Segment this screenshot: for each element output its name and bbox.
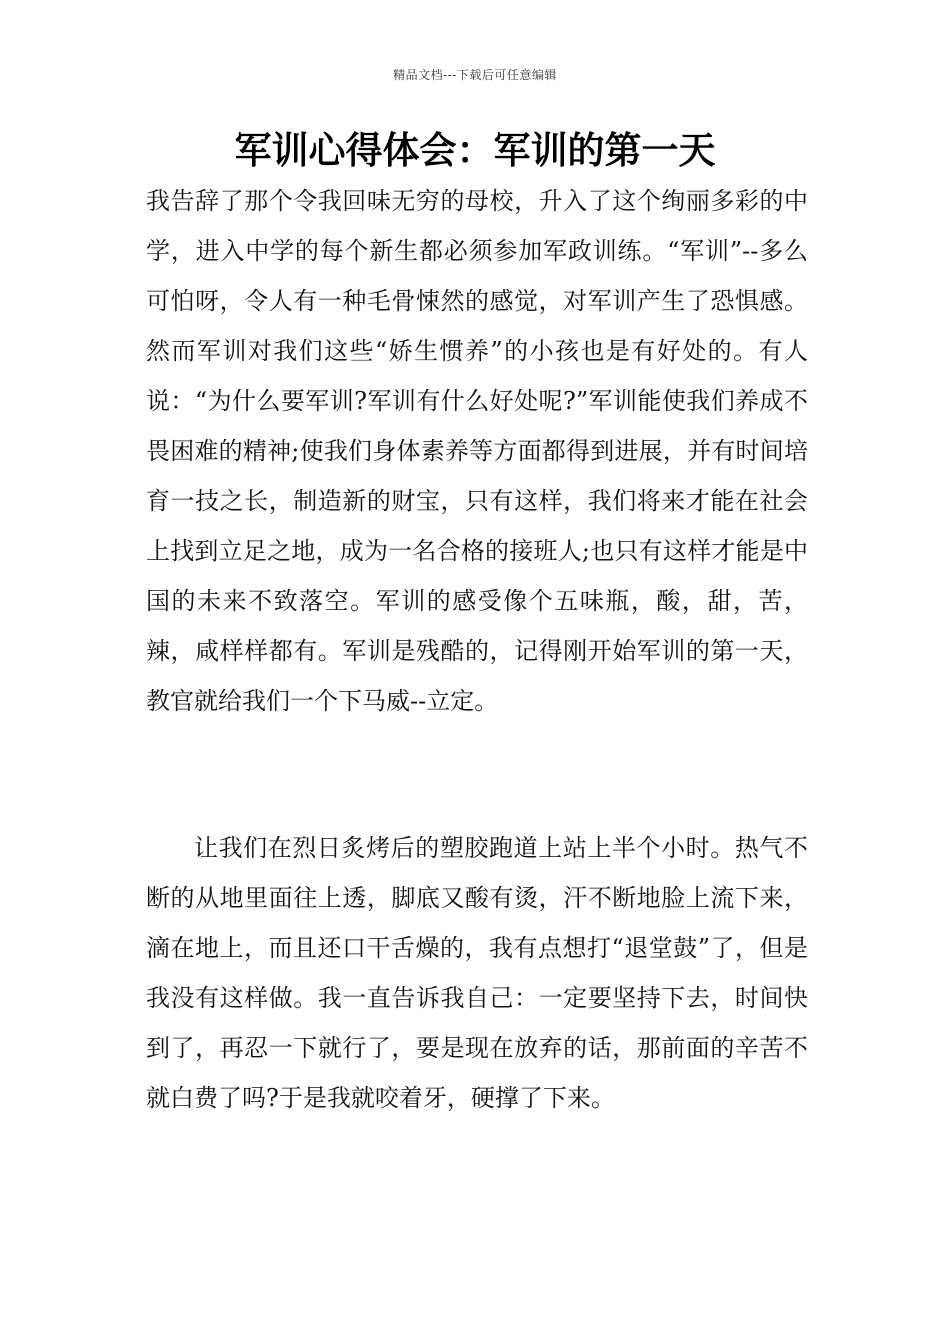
body-paragraph-2: 让我们在烈日炙烤后的塑胶跑道上站上半个小时。热气不断的从地里面往上透，脚底又酸有烫，汗不断地脸上流下来，滴在地上，而且还口干舌燥的，我有点想打“退堂鼓”了，但是我没有这样做。我一直告诉我自己：一定要坚持下去，时间快到了，再忍一下就行了，要是现在放弃的话，那前面的辛苦不就白费了吗?于是我就咬着牙，硬撑了下来。 [146,834,808,1112]
document-title: 军训心得体会：军训的第一天 [234,129,716,172]
body-paragraph-1: 我告辞了那个令我回味无穷的母校，升入了这个绚丽多彩的中学，进入中学的每个新生都必须参加军政训练。“军训”--多么可怕呀，令人有一种毛骨悚然的感觉，对军训产生了恐惧感。然而军训对我们这些“娇生惯养”的小孩也是有好处的。有人说：“为什么要军训?军训有什么好处呢?”军训能使我们养成不畏困难的精神;使我们身体素养等方面都得到进展，并有时间培育一技之长，制造新的财宝，只有这样，我们将来才能在社会上找到立足之地，成为一名合格的接班人;也只有这样才能是中国的未来不致落空。军训的感受像个五味瓶，酸，甜，苦，辣，咸样样都有。军训是残酷的，记得刚开始军训的第一天，教官就给我们一个下马威--立定。 [146,187,808,715]
header-note: 精品文档---下载后可任意编辑 [393,68,557,82]
